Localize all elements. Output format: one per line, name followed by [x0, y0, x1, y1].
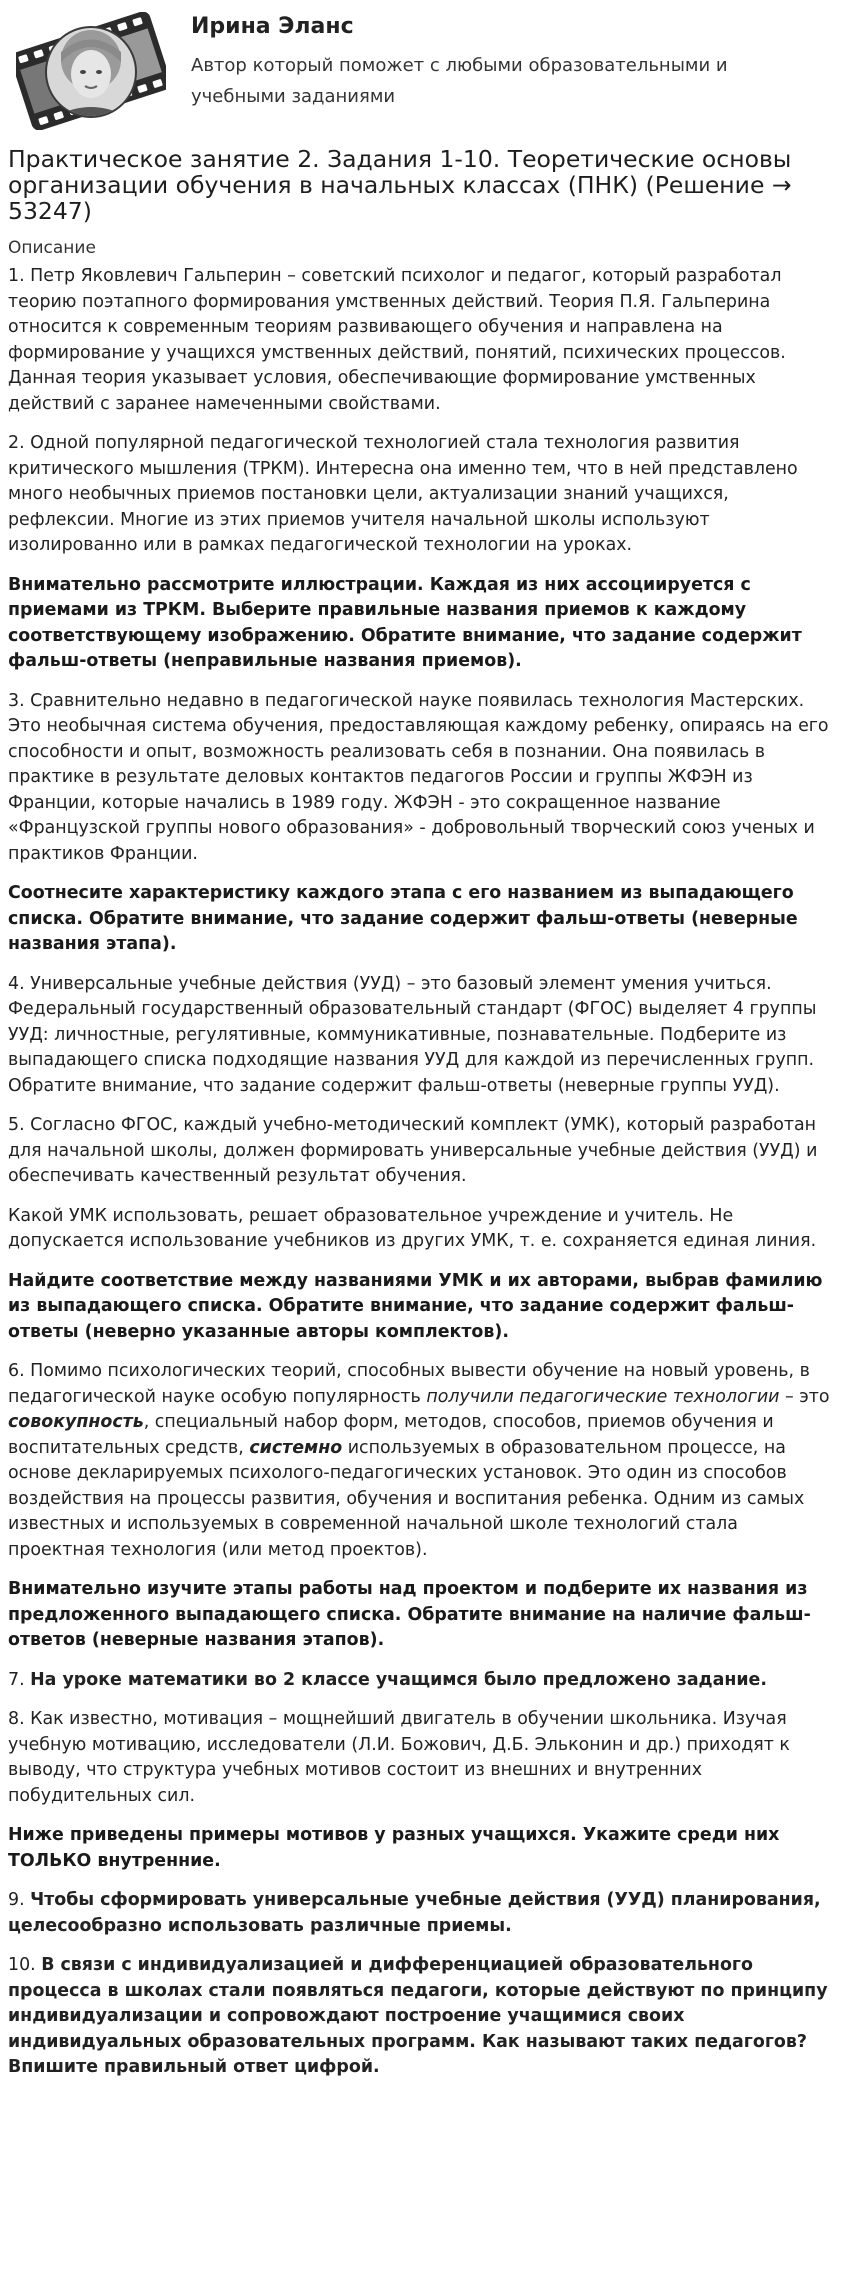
task-6-part-6: системно [249, 1437, 343, 1458]
task-1-text: 1. Петр Яковлевич Гальперин – советский психолог и педагог, который разработал теорию поэтапного формирования умственных действий. Теория П.Я. Гальперина относится к современным теориям развивающего обучения и направлена на формирование у учащихся умственных действий, понятий, психических процессов. Данная теория указывает условия, обеспечивающие формирование умственных действий с заранее намеченными свойствами. [8, 266, 786, 414]
task-5-instruction: Найдите соответствие между названиями УМК и их авторами, выбрав фамилию из выпадающего списка. Обратите внимание, что задание содержит фальш-ответы (неверно указанные авторы комплектов). [8, 1270, 823, 1342]
task-10-instruction: В связи с индивидуализацией и дифференциацией образовательного процесса в школах стали появляться педагоги, которые действуют по принципу индивидуализации и сопровождают построение учащимися своих индивидуальных образовательных программ. Как называют таких педагогов? Впишите правильный ответ цифрой. [8, 1955, 828, 2077]
author-description: Автор который поможет с любыми образовательными и учебными заданиями [191, 55, 728, 107]
author-name[interactable]: Ирина Эланс [191, 14, 354, 39]
film-strip-photo-frame-icon [16, 12, 166, 130]
description-body [8, 264, 839, 2081]
task-9-number: 9. [8, 1890, 31, 1910]
page-title: Практическое занятие 2. Задания 1-10. Теоретические основы организации обучения в начальных классах (ПНК) (Решение → 53247) [8, 145, 792, 225]
task-6-part-2: получили педагогические технологии [426, 1386, 780, 1407]
task-7-instruction: На уроке математики во 2 классе учащимся было предложено задание. [30, 1669, 767, 1690]
task-6-part-1: 6. Помимо психологических теорий, способных вывести обучение на новый уровень, в педагогической науке особую популярность [8, 1361, 810, 1407]
task-10-number: 10. [8, 1955, 42, 1975]
task-3-text: 3. Сравнительно недавно в педагогической науке появилась технология Мастерских. Это необычная система обучения, предоставляющая каждому ребенку, опираясь на его способности и опыт, возможность реализовать себя в познании. Она появилась в практике в результате деловых контактов педагогов России и группы ЖФЭН из Франции, которые начались в 1989 году. ЖФЭН - это сокращенное название «Французской группы нового образования» - добровольный творческий союз ученых и практиков Франции. [8, 690, 829, 864]
author-card [8, 0, 839, 140]
task-6-part-5: , специальный набор форм, методов, способов, приемов обучения и воспитательных средств, [8, 1412, 774, 1458]
description-label: Описание [8, 238, 96, 258]
task-2-text: 2. Одной популярной педагогической технологией стала технология развития критического мышления (ТРКМ). Интересна она именно тем, что в ней представлено много необычных приемов постановки цели, актуализации знаний учащихся, рефлексии. Многие из этих приемов учителя начальной школы используют изолированно или в рамках педагогической технологии на уроках. [8, 433, 798, 555]
task-8-text: 8. Как известно, мотивация – мощнейший двигатель в обучении школьника. Изучая учебную мотивацию, исследователи (Л.И. Божович, Д.Б. Эльконин и др.) приходят к выводу, что структура учебных мотивов состоит из внешних и внутренних побудительных сил. [8, 1709, 790, 1806]
task-6-part-4: совокупность [8, 1412, 144, 1432]
task-10-text [8, 1953, 839, 2081]
task-8-instruction: Ниже приведены примеры мотивов у разных учащихся. Укажите среди них ТОЛЬКО внутренние. [8, 1825, 780, 1871]
task-6-instruction: Внимательно изучите этапы работы над проектом и подберите их названия из предложенного выпадающего списка. Обратите внимание на наличие фальш-ответов (неверные названия этапов). [8, 1579, 811, 1650]
task-4-text: 4. Универсальные учебные действия (УУД) – это базовый элемент умения учиться. Федеральный государственный образовательный стандарт (ФГОС) выделяет 4 группы УУД: личностные, регулятивные, коммуникативные, познавательные. Подберите из выпадающего списка подходящие названия УУД для каждой из перечисленных групп. Обратите внимание, что задание содержит фальш-ответы (неверные группы УУД). [8, 973, 817, 1096]
task-2-instruction: Внимательно рассмотрите иллюстрации. Каждая из них ассоциируется с приемами из ТРКМ. Выберите правильные названия приемов к каждому соответствующему изображению. Обратите внимание, что задание содержит фальш-ответы (неправильные названия приемов). [8, 574, 802, 671]
task-7-text [8, 1668, 839, 1694]
task-6-part-3: – это [779, 1386, 830, 1407]
task-6-part-7: используемых в образовательном процессе, на основе декларируемых психолого-педагогических установок. Это один из способов воздействия на процессы развития, обучения и воспитания ребенка. Одним из самых известных и используемых в современной начальной школе технологий стала проектная технология (или метод проектов). [8, 1437, 805, 1560]
task-3-instruction: Соотнесите характеристику каждого этапа с его названием из выпадающего списка. Обратите внимание, что задание содержит фальш-ответы (неверные названия этапа). [8, 883, 798, 954]
task-5-note: Какой УМК использовать, решает образовательное учреждение и учитель. Не допускается использование учебников из других УМК, т. е. сохраняется единая линия. [8, 1205, 817, 1251]
task-9-instruction: Чтобы сформировать универсальные учебные действия (УУД) планирования, целесообразно использовать различные приемы. [8, 1890, 821, 1936]
task-7-number: 7. [8, 1669, 31, 1690]
task-6-text [8, 1359, 839, 1563]
task-5-text: 5. Согласно ФГОС, каждый учебно-методический комплект (УМК), который разработан для начальной школы, должен формировать универсальные учебные действия (УУД) и обеспечивать качественный результат обучения. [8, 1115, 818, 1186]
task-9-text [8, 1888, 839, 1939]
